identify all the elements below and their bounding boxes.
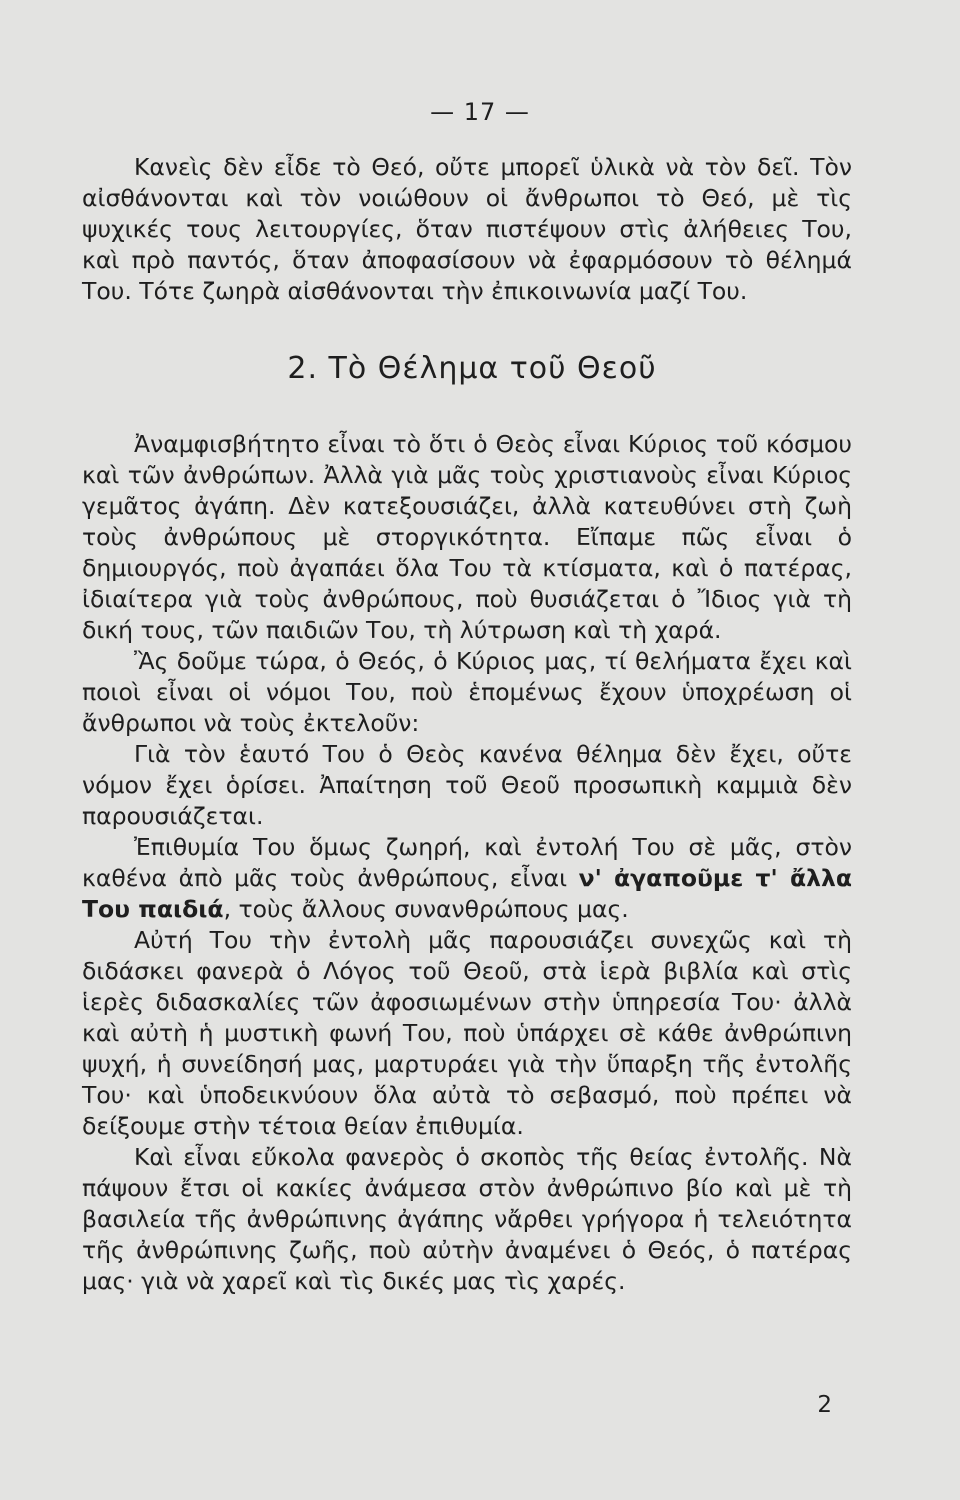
signature-mark: 2 bbox=[817, 1392, 832, 1418]
paragraph-5: Αὐτή Του τὴν ἐντολὴ μᾶς παρουσιάζει συνεχῶς καὶ τὴ διδάσκει φανερὰ ὁ Λόγος τοῦ Θεοῦ, στὰ ἱερὰ βιβλία καὶ στὶς ἱερὲς διδασκαλίες τῶν ἀφοσιωμένων στὴν ὑπηρεσία Του· ἀλλὰ καὶ αὐτὴ ἡ μυστικὴ φωνή Του, ποὺ ὑπάρχει σὲ κάθε ἀνθρώπινη ψυχή, ἡ συνείδησή μας, μαρτυράει γιὰ τὴν ὕπαρξη τῆς ἐντολῆς Του· καὶ ὑποδεικνύουν ὅλα αὐτὰ τὸ σεβασμό, ποὺ πρέπει νὰ δείξουμε στὴν τέτοια θείαν ἐπιθυμία. bbox=[82, 926, 852, 1140]
paragraph-3: Γιὰ τὸν ἑαυτό Του ὁ Θεὸς κανένα θέλημα δὲν ἔχει, οὔτε νόμον ἔχει ὁρίσει. Ἀπαίτηση τοῦ Θεοῦ προσωπικὴ καμμιὰ δὲν παρουσιάζεται. bbox=[82, 740, 852, 830]
paragraph-2: Ἂς δοῦμε τώρα, ὁ Θεός, ὁ Κύριος μας, τί θελήματα ἔχει καὶ ποιοὶ εἶναι οἱ νόμοι Του, ποὺ ἑπομένως ἔχουν ὑποχρέωση οἱ ἄνθρωποι νὰ τοὺς ἐκτελοῦν: bbox=[82, 647, 852, 737]
emphasis-bold: ν' ἀγαποῦμε τ' ἄλλα Του παιδιά bbox=[82, 864, 852, 923]
paragraph-emphasis bbox=[82, 832, 852, 925]
page-number: — 17 — bbox=[430, 98, 530, 126]
section-heading: 2. Τὸ Θέλημα τοῦ Θεοῦ bbox=[287, 351, 657, 386]
body-text bbox=[82, 152, 852, 1297]
emphasis-after: , τοὺς ἄλλους συνανθρώπους μας. bbox=[223, 895, 629, 923]
paragraph-6: Καὶ εἶναι εὔκολα φανερὸς ὁ σκοπὸς τῆς θείας ἐντολῆς. Νὰ πάψουν ἔτσι οἱ κακίες ἀνάμεσα στὸν ἀνθρώπινο βίο καὶ μὲ τὴ βασιλεία τῆς ἀνθρώπινης ἀγάπης νἄρθει γρήγορα ἡ τελειότητα τῆς ἀνθρώπινης ζωῆς, ποὺ αὐτὴν ἀναμένει ὁ Θεός, ὁ πατέρας μας· γιὰ νὰ χαρεῖ καὶ τὶς δικές μας τὶς χαρές. bbox=[82, 1143, 852, 1295]
emphasis-before: Ἐπιθυμία Του ὅμως ζωηρή, καὶ ἐντολή Του σὲ μᾶς, στὸν καθένα ἀπὸ μᾶς τοὺς ἀνθρώπους, εἶναι bbox=[82, 833, 852, 892]
paragraph-intro: Κανεὶς δὲν εἶδε τὸ Θεό, οὔτε μπορεῖ ὑλικὰ νὰ τὸν δεῖ. Τὸν αἰσθάνονται καὶ τὸν νοιώθουν οἱ ἄνθρωποι τὸ Θεό, μὲ τὶς ψυχικές τους λειτουργίες, ὅταν πιστέψουν στὶς ἀλήθειες Του, καὶ πρὸ παντός, ὅταν ἀποφασίσουν νὰ ἐφαρμόσουν τὸ θέλημά Του. Τότε ζωηρὰ αἰσθάνονται τὴν ἐπικοινωνία μαζί Του. bbox=[82, 153, 852, 305]
paragraph-1: Ἀναμφισβήτητο εἶναι τὸ ὅτι ὁ Θεὸς εἶναι Κύριος τοῦ κόσμου καὶ τῶν ἀνθρώπων. Ἀλλὰ γιὰ μᾶς τοὺς χριστιανοὺς εἶναι Κύριος γεμᾶτος ἀγάπη. Δὲν κατεξουσιάζει, ἀλλὰ κατευθύνει στὴ ζωὴ τοὺς ἀνθρώπους μὲ στοργικότητα. Εἴπαμε πῶς εἶναι ὁ δημιουργός, ποὺ ἀγαπάει ὅλα Του τὰ κτίσματα, καὶ ὁ πατέρας, ἰδιαίτερα γιὰ τοὺς ἀνθρώπους, ποὺ θυσιάζεται ὁ Ἴδιος γιὰ τὴ δική τους, τῶν παιδιῶν Του, τὴ λύτρωση καὶ τὴ χαρά. bbox=[82, 430, 852, 644]
